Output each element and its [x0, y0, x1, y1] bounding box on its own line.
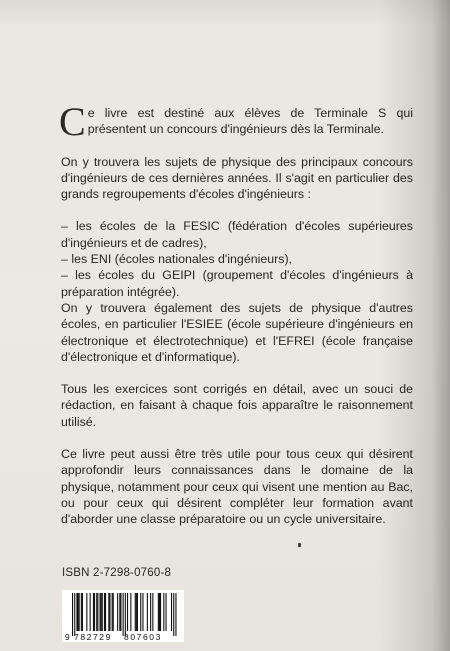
barcode-bar	[117, 593, 118, 631]
barcode-bar	[105, 593, 106, 631]
barcode-bar	[100, 593, 101, 631]
barcode-bar	[166, 593, 167, 631]
barcode-bar	[81, 593, 82, 631]
list-item-eni: – les ENI (écoles nationales d'ingénieurs),	[61, 252, 293, 267]
barcode-bar	[93, 593, 94, 631]
barcode-guard-bar	[125, 593, 126, 636]
corrections-paragraph: Tous les exercices sont corrigés en détail, avec un souci de rédaction, en faisant à chaque fois apparaître le raisonnement utilisé.	[61, 382, 413, 429]
barcode-bar	[158, 593, 159, 631]
barcode-bar	[96, 593, 97, 631]
barcode-bar	[86, 593, 87, 631]
barcode-bar	[135, 593, 136, 631]
barcode-bar	[112, 593, 113, 631]
barcode-bar	[102, 593, 103, 631]
barcode-bar	[130, 593, 131, 631]
barcode-bar	[79, 593, 80, 631]
drop-cap: C	[59, 99, 86, 144]
barcode-bar	[108, 593, 109, 631]
barcode-bar	[152, 593, 153, 631]
other-schools-paragraph: On y trouvera également des sujets de physique d'autres écoles, en particulier l'ESIEE (école supérieure d'ingénieurs en électronique et électrotechnique) et l'EFREI (école française d'électronique et d'informatique).	[61, 300, 413, 364]
list-item-fesic: – les écoles de la FESIC (fédération d'écoles supérieures d'ingénieurs et de cadres),	[61, 219, 413, 250]
barcode-bar	[159, 593, 160, 631]
barcode-guard-bar	[123, 593, 124, 636]
spine-shadow	[432, 0, 450, 651]
usefulness-paragraph: Ce livre peut aussi être très utile pour tous ceux qui désirent approfondir leurs connaissances dans le domaine de la physique, notamment pour ceux qui visent une mention au Bac, ou pour ceux qui désirent compléter leur formation avant d'aborder une classe préparatoire ou un cycle universitaire.	[61, 447, 413, 527]
barcode-bar	[127, 593, 128, 631]
barcode-bar	[119, 593, 120, 631]
barcode-guard-bar	[175, 593, 176, 636]
barcode-bar	[94, 593, 95, 631]
list-item-geipi: – les écoles du GEIPI (groupement d'écoles d'ingénieurs à préparation intégrée).	[61, 268, 413, 299]
barcode-bar	[97, 593, 98, 631]
barcode-guard-bar	[72, 593, 73, 636]
barcode-bar	[171, 593, 172, 631]
barcode	[62, 590, 184, 642]
blurb-text	[59, 99, 413, 528]
barcode-graphic	[62, 590, 184, 642]
barcode-bar	[76, 593, 77, 631]
barcode-right-digits: 807603	[124, 632, 162, 642]
barcode-bar	[147, 593, 148, 631]
barcode-first-digit: 9	[65, 632, 70, 642]
barcode-guard-bar	[173, 593, 174, 636]
barcode-bar	[136, 593, 137, 631]
barcode-bar	[78, 593, 79, 631]
barcode-bar	[120, 593, 121, 631]
barcode-bar	[140, 593, 141, 631]
barcode-left-digits: 782729	[74, 632, 112, 642]
barcode-bar	[101, 593, 102, 631]
barcode-bar	[104, 593, 105, 631]
barcode-bar	[109, 593, 110, 631]
print-speck	[298, 543, 301, 547]
barcode-bar	[82, 593, 83, 631]
barcode-bar	[150, 593, 151, 631]
contents-paragraph: On y trouvera les sujets de physique des principaux concours d'ingénieurs de ces dernières années. Il s'agit en particulier des grands regroupements d'écoles d'ingénieurs :	[61, 154, 413, 202]
barcode-bar	[113, 593, 114, 631]
intro-paragraph	[59, 99, 413, 144]
intro-text: e livre est destiné aux élèves de Terminale S qui présentent un concours d'ingénieurs dès la Terminale.	[87, 106, 413, 137]
barcode-bar	[90, 593, 91, 631]
barcode-bar	[137, 593, 138, 631]
barcode-bar	[142, 593, 143, 631]
barcode-bar	[163, 593, 164, 631]
isbn-label: ISBN 2-7298-0760-8	[62, 567, 172, 579]
barcode-guard-bar	[74, 593, 75, 636]
barcode-bar	[160, 593, 161, 631]
